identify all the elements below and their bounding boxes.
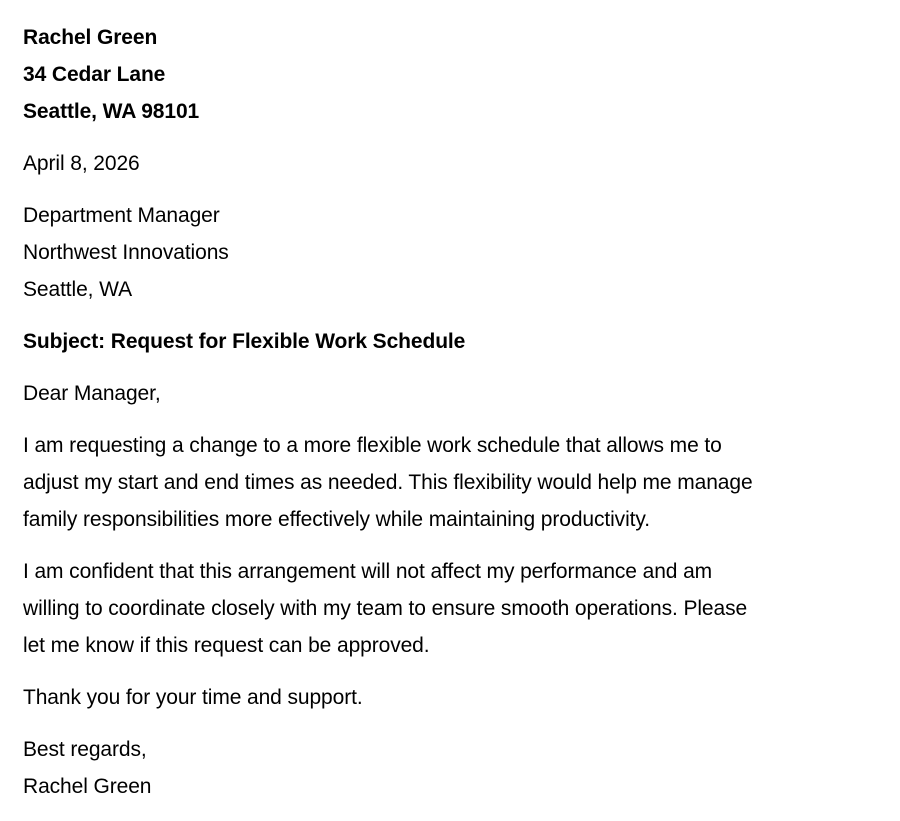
paragraph-1-line-2: adjust my start and end times as needed. This flexibility would help me manage	[23, 471, 753, 494]
sender-city: Seattle, WA 98101	[23, 100, 200, 123]
sender-name: Rachel Green	[23, 26, 158, 49]
paragraph-3: Thank you for your time and support.	[23, 686, 363, 709]
paragraph-1-line-1: I am requesting a change to a more flexible work schedule that allows me to	[23, 434, 722, 457]
recipient-company: Northwest Innovations	[23, 241, 229, 264]
salutation: Dear Manager,	[23, 382, 161, 405]
paragraph-1-line-3: family responsibilities more effectively while maintaining productivity.	[23, 508, 650, 531]
paragraph-2-line-1: I am confident that this arrangement will not affect my performance and am	[23, 560, 713, 583]
recipient-city: Seattle, WA	[23, 278, 132, 301]
subject-line: Subject: Request for Flexible Work Schedule	[23, 330, 466, 353]
recipient-title: Department Manager	[23, 204, 220, 227]
paragraph-2-line-2: willing to coordinate closely with my team to ensure smooth operations. Please	[23, 597, 748, 620]
letter-date: April 8, 2026	[23, 152, 140, 175]
closing: Best regards,	[23, 738, 147, 761]
paragraph-2-line-3: let me know if this request can be approved.	[23, 634, 430, 657]
signature: Rachel Green	[23, 775, 152, 798]
sender-street: 34 Cedar Lane	[23, 63, 166, 86]
